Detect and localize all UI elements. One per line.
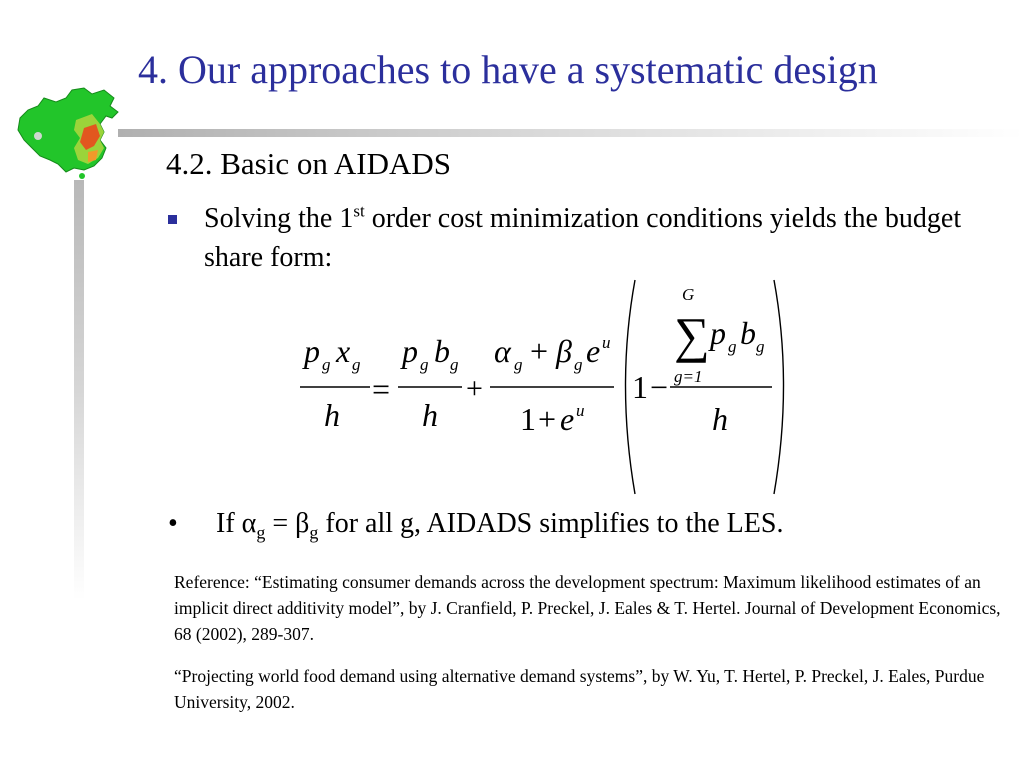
superscript: st — [353, 201, 365, 221]
eq-minus: − — [650, 369, 669, 405]
bullet-cost-minimization — [168, 199, 998, 277]
bullet-text: Solving the 1st order cost minimization conditions yields the budget share form: — [204, 201, 962, 273]
eq-t2-sub: g — [574, 355, 583, 374]
budget-share-equation — [290, 272, 800, 502]
eq-t1-sub: g — [450, 355, 459, 374]
slide-title: 4. Our approaches to have a systematic design — [138, 47, 878, 92]
eq-t2-sub: g — [514, 355, 523, 374]
eq-sum-sub: g — [728, 337, 737, 356]
eq-lhs-den: h — [324, 397, 340, 433]
eq-t1-sub: g — [420, 355, 429, 374]
section-subheading: 4.2. Basic on AIDADS — [166, 146, 452, 181]
vertical-decor-bar — [74, 180, 84, 600]
eq-sup: u — [602, 333, 611, 352]
eq-t2-den-e: e — [560, 401, 575, 437]
china-map-icon — [14, 84, 126, 180]
eq-alpha: α — [494, 333, 511, 369]
right-paren — [774, 280, 784, 494]
sum-lower: g=1 — [674, 367, 703, 386]
eq-lhs-sub: g — [322, 355, 331, 374]
eq-beta: β — [556, 333, 572, 369]
eq-sum-b: b — [740, 315, 756, 351]
eq-t2-plus: + — [530, 333, 549, 369]
reference-1: Reference: “Estimating consumer demands across the development spectrum: Maximum likelihood estimates of an implicit direct additivity model”, by J. Cranfield, P. Preckel, J. Eales & T. Hertel. Journal of Development Economics, 68 (2002), 289-307. — [174, 572, 1001, 644]
eq-lhs-sub: g — [352, 355, 361, 374]
eq-t1-p: p — [402, 333, 418, 369]
eq-one: 1 — [632, 369, 648, 405]
eq-sum-p: p — [710, 315, 726, 351]
eq-sum-den: h — [712, 401, 728, 437]
bullet-les: • If $\alpha_g = \beta_g$ for all g, AIDADS simplifies to the LES. — [168, 504, 783, 543]
square-bullet-icon — [168, 215, 177, 224]
eq-equals: = — [372, 371, 391, 407]
eq-t2-den-one: 1 — [520, 401, 536, 437]
eq-lhs-p: p — [304, 333, 320, 369]
round-bullet-icon: • — [168, 508, 178, 539]
eq-sup: u — [576, 401, 585, 420]
eq-t1-den: h — [422, 397, 438, 433]
eq-plus: + — [466, 372, 483, 405]
eq-sum-sub: g — [756, 337, 765, 356]
eq-e: e — [586, 333, 601, 369]
reference-2: “Projecting world food demand using alternative demand systems”, by W. Yu, T. Hertel, P. Preckel, J. Eales, Purdue University, 2002. — [174, 666, 985, 712]
sum-upper: G — [682, 285, 695, 304]
horizontal-decor-bar — [118, 129, 1024, 137]
eq-t1-b: b — [434, 333, 450, 369]
sum-icon: ∑ — [674, 307, 710, 363]
eq-t2-den-plus: + — [538, 401, 557, 437]
eq-lhs-x: x — [336, 333, 351, 369]
